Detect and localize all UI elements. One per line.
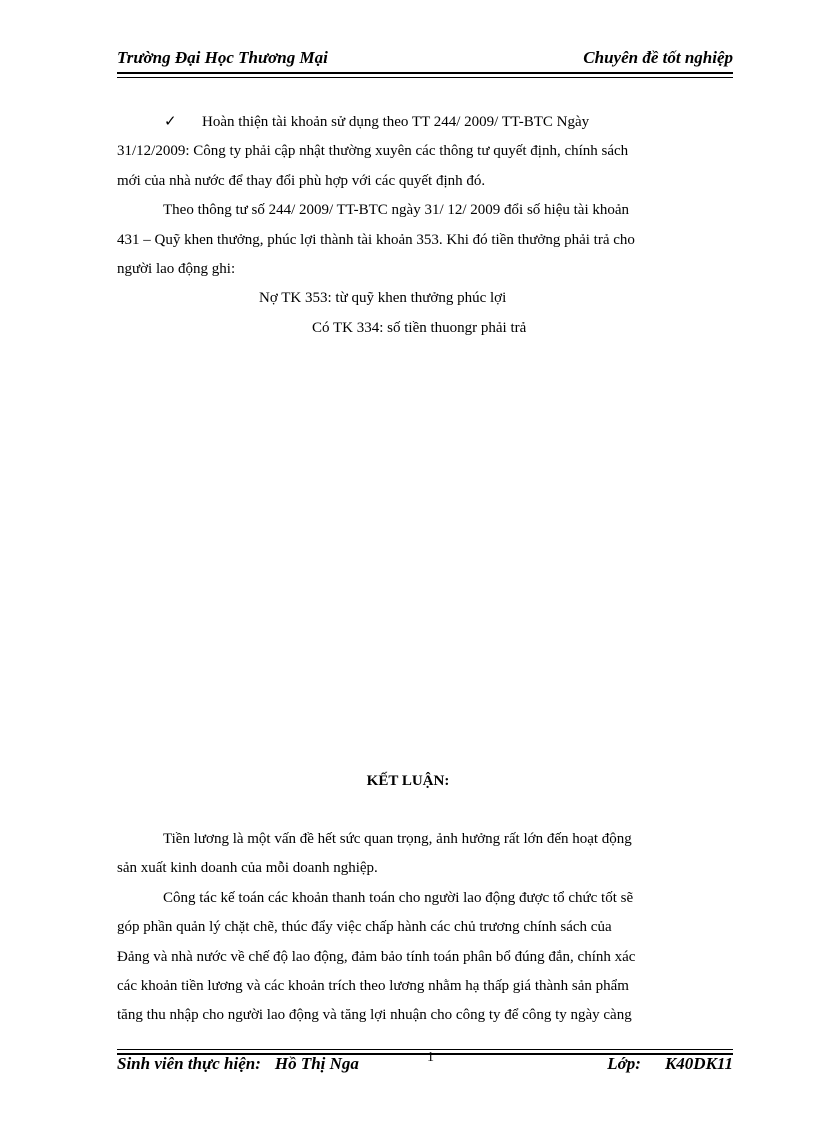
- paragraph-line: Theo thông tư số 244/ 2009/ TT-BTC ngày 31/ 12/ 2009 đổi số hiệu tài khoản: [163, 202, 630, 219]
- conclusion-title: KẾT LUẬN:: [366, 773, 450, 789]
- footer-rule-thin: [117, 1049, 733, 1050]
- page-footer: [117, 1050, 733, 1078]
- section1-text: [117, 108, 737, 343]
- paragraph-line: tăng thu nhập cho người lao động và tăng lợi nhuận cho công ty để công ty ngày càng: [117, 1007, 632, 1024]
- class-value: K40DK11: [664, 1054, 733, 1073]
- page-number: 1: [427, 1050, 434, 1065]
- paragraph-line: 31/12/2009: Công ty phải cập nhật thường xuyên các thông tư quyết định, chính sách: [117, 143, 629, 160]
- paragraph-line: 431 – Quỹ khen thưởng, phúc lợi thành tài khoản 353. Khi đó tiền thưởng phải trả cho: [117, 231, 635, 248]
- paragraph-line: góp phần quản lý chặt chẽ, thúc đẩy việc chấp hành các chủ trương chính sách của: [117, 919, 612, 936]
- paragraph-line: mới của nhà nước để thay đổi phù hợp với các quyết định đó.: [117, 172, 486, 189]
- header-university: Trường Đại Học Thương Mại: [117, 48, 328, 67]
- class-label: Lớp:: [607, 1054, 641, 1073]
- entry-credit: Có TK 334: số tiền thuongr phải trả: [312, 319, 527, 336]
- conclusion-text: [117, 825, 737, 1031]
- entry-debit: Nợ TK 353: từ quỹ khen thưởng phúc lợi: [259, 290, 507, 307]
- footer-student: [117, 1054, 359, 1074]
- paragraph-line: sản xuất kinh doanh của mỗi doanh nghiệp.: [117, 860, 378, 877]
- checkmark-icon: ✓: [164, 114, 177, 130]
- student-name: Hồ Thị Nga: [274, 1054, 359, 1073]
- page-header: [117, 48, 733, 72]
- student-label: Sinh viên thực hiện:: [117, 1054, 261, 1073]
- paragraph-line: người lao động ghi:: [117, 261, 236, 278]
- header-rule-thick: [117, 72, 733, 74]
- header-document-type: Chuyên đề tốt nghiệp: [583, 48, 733, 67]
- paragraph-line: Tiền lương là một vấn đề hết sức quan trọng, ảnh hưởng rất lớn đến hoạt động: [163, 831, 632, 847]
- paragraph-line: các khoản tiền lương và các khoản trích theo lương nhằm hạ thấp giá thành sản phẩm: [117, 978, 629, 995]
- paragraph-line: Hoàn thiện tài khoản sử dụng theo TT 244/ 2009/ TT-BTC Ngày: [202, 114, 590, 130]
- paragraph-line: Đảng và nhà nước về chế độ lao động, đảm bảo tính toán phân bổ đúng đắn, chính xác: [117, 948, 636, 965]
- paragraph-line: Công tác kế toán các khoản thanh toán cho người lao động được tổ chức tốt sẽ: [163, 889, 634, 906]
- header-rule-thin: [117, 77, 733, 78]
- footer-class: [607, 1054, 733, 1074]
